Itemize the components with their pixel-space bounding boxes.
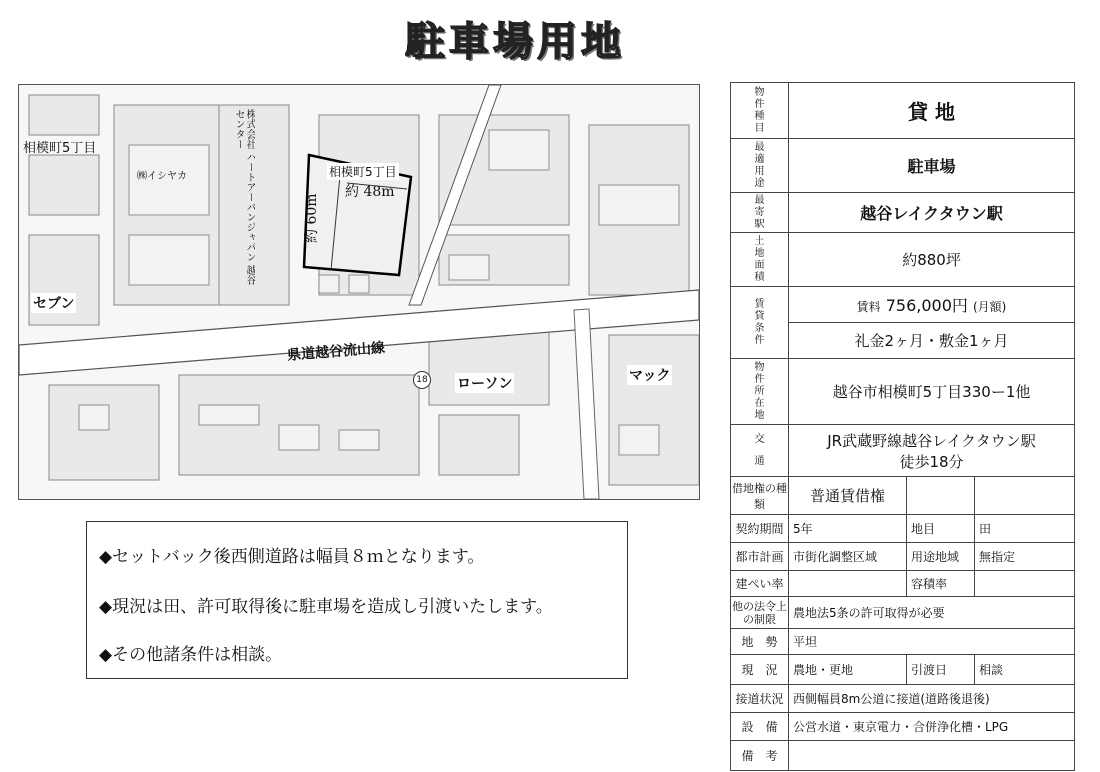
label-station: 最 寄 駅 (731, 193, 789, 233)
label-land-category: 地目 (907, 515, 975, 543)
label-coverage: 建ぺい率 (731, 571, 789, 597)
value-remarks (789, 741, 1075, 771)
value-other-law: 農地法5条の許可取得が必要 (789, 597, 1075, 629)
value-zoning: 無指定 (975, 543, 1075, 571)
shop-label: ㈱イシヤカ (137, 171, 187, 182)
label-facilities: 設 備 (731, 713, 789, 741)
store-mac: マック (627, 365, 672, 385)
street-left-label: 相模町5丁目 (23, 141, 97, 156)
label-other-law: 他の法令上の制限 (731, 597, 789, 629)
rent-amount: 756,000円 (885, 296, 968, 315)
value-terrain: 平坦 (789, 629, 1075, 655)
label-delivery: 引渡日 (907, 655, 975, 685)
value-land-category: 田 (975, 515, 1075, 543)
note-setback: ◆セットバック後西側道路は幅員８ｍとなります。 (99, 547, 485, 567)
row-other-law (731, 597, 1075, 629)
note-other-conditions: ◆その他諸条件は相談。 (99, 645, 283, 665)
value-area: 約880坪 (789, 233, 1075, 287)
label-zoning: 用途地域 (907, 543, 975, 571)
label-contract: 契約期間 (731, 515, 789, 543)
row-rent (731, 287, 1075, 323)
value-city-plan: 市街化調整区域 (789, 543, 907, 571)
value-transport: JR武蔵野線越谷レイクタウン駅 徒歩18分 (789, 425, 1075, 477)
value-deposit: 礼金2ヶ月・敷金1ヶ月 (789, 323, 1075, 359)
value-location: 越谷市相模町5丁目330ー1他 (789, 359, 1075, 425)
row-use (731, 139, 1075, 193)
row-city-plan (731, 543, 1075, 571)
label-transport: 交 通 (731, 425, 789, 477)
row-contract (731, 515, 1075, 543)
label-location: 物 件 所 在 地 (731, 359, 789, 425)
label-road: 接道状況 (731, 685, 789, 713)
vertical-building-label: 株式会社 ハートアーバンジャパン 越谷センター (233, 109, 255, 286)
row-remarks (731, 741, 1075, 771)
value-delivery: 相談 (975, 655, 1075, 685)
block-label: 相模町5丁目 (329, 165, 397, 179)
value-facilities: 公営水道・東京電力・合併浄化槽・LPG (789, 713, 1075, 741)
label-kind: 物 件 種 目 (731, 83, 789, 139)
value-status: 農地・更地 (789, 655, 907, 685)
label-city-plan: 都市計画 (731, 543, 789, 571)
label-status: 現 況 (731, 655, 789, 685)
notes-box (86, 521, 628, 679)
row-kind (731, 83, 1075, 139)
value-contract: 5年 (789, 515, 907, 543)
row-facilities (731, 713, 1075, 741)
note-current-status: ◆現況は田、許可取得後に駐車場を造成し引渡いたします。 (99, 597, 553, 617)
row-lease-type (731, 477, 1075, 515)
row-coverage (731, 571, 1075, 597)
label-area: 土 地 面 積 (731, 233, 789, 287)
value-kind: 貸 地 (789, 83, 1075, 139)
value-station: 越谷レイクタウン駅 (789, 193, 1075, 233)
label-lease-type: 借地権の種 類 (731, 477, 789, 515)
site-depth-label: 約 60m (304, 193, 320, 243)
store-lawson: ローソン (455, 373, 514, 393)
value-coverage (789, 571, 907, 597)
value-rent: 賃料 756,000円 (月額) (789, 287, 1075, 323)
value-road: 西側幅員8m公道に接道(道路後退後) (789, 685, 1075, 713)
label-remarks: 備 考 (731, 741, 789, 771)
row-location (731, 359, 1075, 425)
row-station (731, 193, 1075, 233)
map-drawing (19, 85, 699, 499)
value-floor-ratio (975, 571, 1075, 597)
property-sheet (730, 82, 1075, 771)
page-title: 駐車場用地 (405, 19, 625, 65)
row-status (731, 655, 1075, 685)
route-number: 18 (413, 371, 431, 389)
label-terrain: 地 勢 (731, 629, 789, 655)
value-lease-type: 普通賃借権 (789, 477, 907, 515)
row-transport (731, 425, 1075, 477)
label-use: 最 適 用 途 (731, 139, 789, 193)
row-area (731, 233, 1075, 287)
road-label: 県道越谷流山線 (286, 340, 386, 364)
row-terrain (731, 629, 1075, 655)
label-floor-ratio: 容積率 (907, 571, 975, 597)
value-use: 駐車場 (789, 139, 1075, 193)
label-terms: 賃 貸 条 件 (731, 287, 789, 359)
row-road (731, 685, 1075, 713)
site-width-label: 約 48m (345, 184, 395, 200)
site-map (18, 84, 700, 500)
store-seven: セブン (31, 293, 76, 313)
